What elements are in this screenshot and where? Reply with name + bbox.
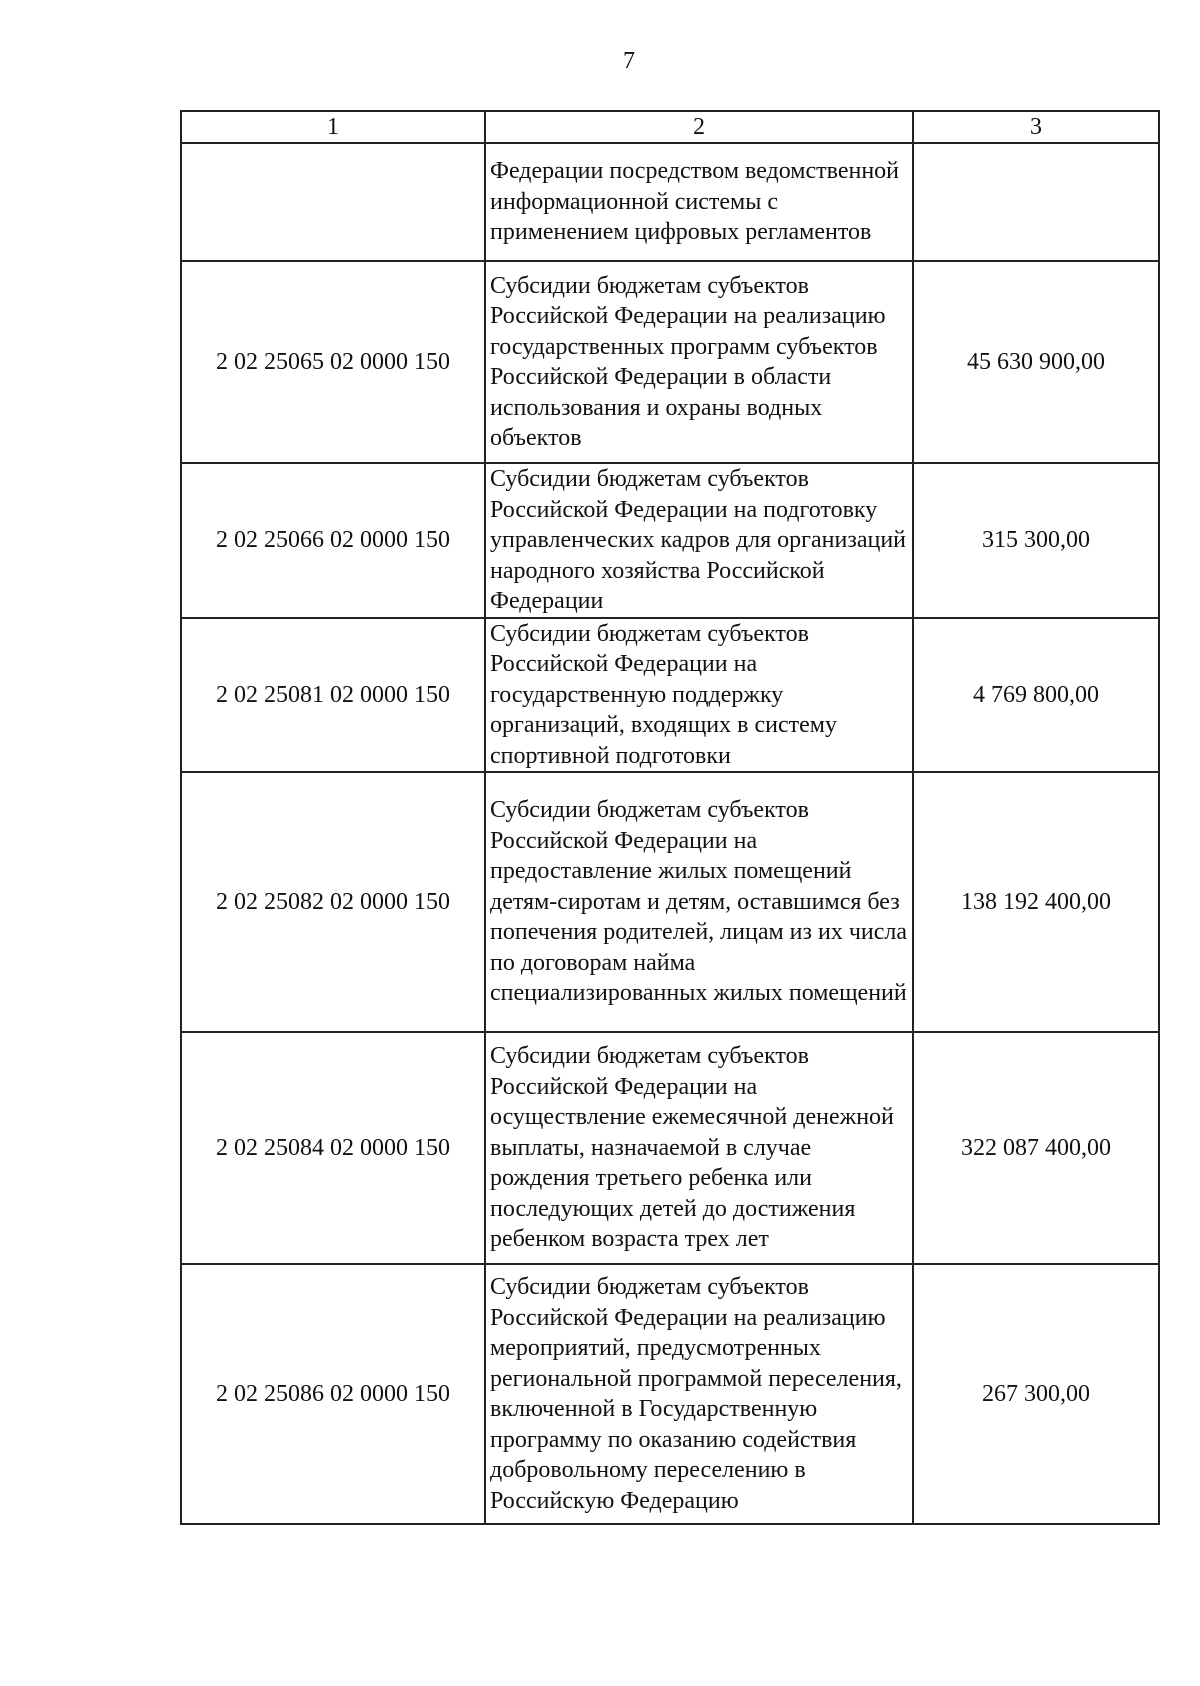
row-amount: 315 300,00 bbox=[913, 463, 1159, 618]
table-row bbox=[181, 1264, 1159, 1524]
row-amount bbox=[913, 143, 1159, 261]
row-description: Субсидии бюджетам субъектов Российской Федерации на государственную поддержку организаций, входящих в систему спортивной подготовки bbox=[485, 618, 913, 773]
table-row bbox=[181, 463, 1159, 618]
row-description: Субсидии бюджетам субъектов Российской Федерации на реализацию государственных программ субъектов Российской Федерации в области использования и охраны водных объектов bbox=[485, 261, 913, 463]
column-header-3: 3 bbox=[913, 111, 1159, 143]
row-code: 2 02 25082 02 0000 150 bbox=[181, 772, 485, 1032]
table-row bbox=[181, 261, 1159, 463]
table-row bbox=[181, 618, 1159, 773]
row-amount: 138 192 400,00 bbox=[913, 772, 1159, 1032]
table-row bbox=[181, 143, 1159, 261]
row-code: 2 02 25065 02 0000 150 bbox=[181, 261, 485, 463]
row-description: Субсидии бюджетам субъектов Российской Федерации на предоставление жилых помещений детям-сиротам и детям, оставшимся без попечения родителей, лицам из их числа по договорам найма специализированных жилых помещений bbox=[485, 772, 913, 1032]
row-code: 2 02 25084 02 0000 150 bbox=[181, 1032, 485, 1264]
column-header-1: 1 bbox=[181, 111, 485, 143]
row-description: Субсидии бюджетам субъектов Российской Федерации на реализацию мероприятий, предусмотренных региональной программой переселения, включенной в Государственную программу по оказанию содействия добровольному переселению в Российскую Федерацию bbox=[485, 1264, 913, 1524]
row-amount: 45 630 900,00 bbox=[913, 261, 1159, 463]
row-amount: 4 769 800,00 bbox=[913, 618, 1159, 773]
table-row bbox=[181, 772, 1159, 1032]
row-code: 2 02 25066 02 0000 150 bbox=[181, 463, 485, 618]
row-code: 2 02 25081 02 0000 150 bbox=[181, 618, 485, 773]
row-code bbox=[181, 143, 485, 261]
page-number: 7 bbox=[623, 48, 635, 74]
table-row bbox=[181, 1032, 1159, 1264]
table-header-row bbox=[181, 111, 1159, 143]
column-header-2: 2 bbox=[485, 111, 913, 143]
row-description: Субсидии бюджетам субъектов Российской Федерации на подготовку управленческих кадров для организаций народного хозяйства Российской Федерации bbox=[485, 463, 913, 618]
row-description: Субсидии бюджетам субъектов Российской Федерации на осуществление ежемесячной денежной выплаты, назначаемой в случае рождения третьего ребенка или последующих детей до достижения ребенком возраста трех лет bbox=[485, 1032, 913, 1264]
row-code: 2 02 25086 02 0000 150 bbox=[181, 1264, 485, 1524]
budget-table bbox=[180, 110, 1160, 1525]
row-amount: 322 087 400,00 bbox=[913, 1032, 1159, 1264]
row-description: Федерации посредством ведомственной информационной системы с применением цифровых регламентов bbox=[485, 143, 913, 261]
row-amount: 267 300,00 bbox=[913, 1264, 1159, 1524]
